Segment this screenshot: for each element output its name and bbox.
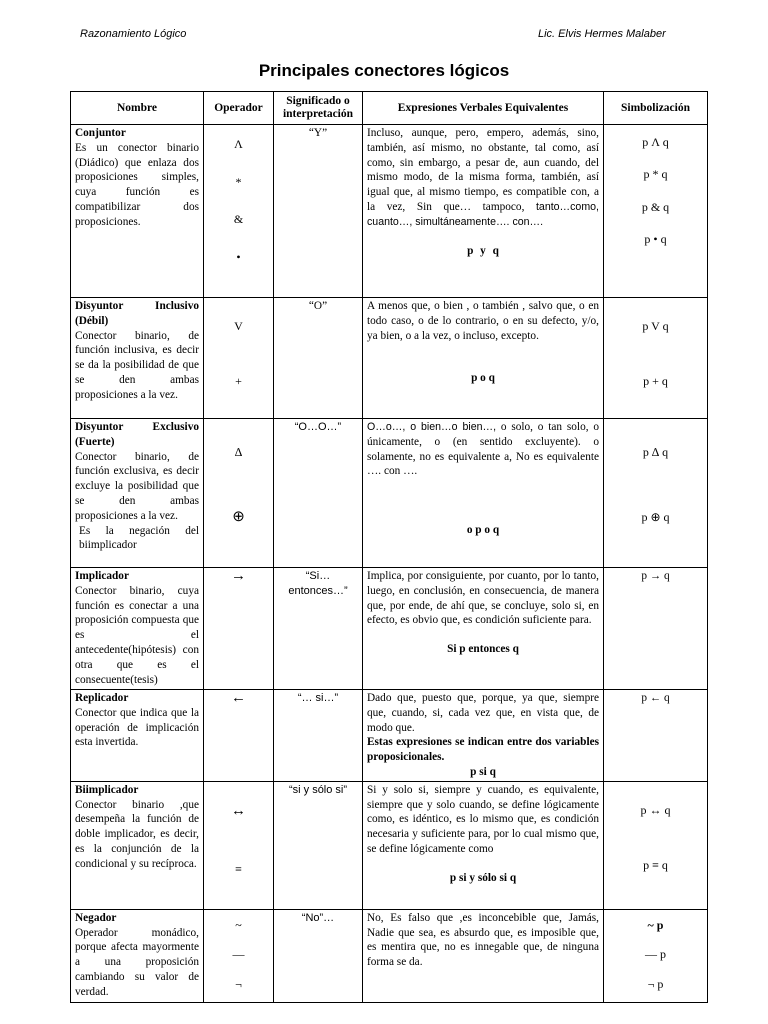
meaning-text: “si y sólo si”	[288, 783, 348, 796]
example-expression: p o q	[471, 372, 495, 385]
operator-symbol: ¬	[235, 976, 242, 991]
operator-symbol: ⊕	[232, 509, 245, 526]
operator-symbol: ∆	[234, 445, 243, 460]
expressions-text-cont: tanto…como, cuanto…, simultáneamente…. con….	[367, 200, 599, 228]
meaning-cell	[274, 690, 363, 782]
connector-name: Disyuntor Exclusivo (Fuerte)	[75, 421, 199, 448]
symbol-expression: p & q	[641, 199, 670, 214]
meaning-cell: “Y”	[274, 125, 363, 298]
symbol-expression: p • q	[644, 232, 667, 247]
expressions-cell	[363, 781, 604, 909]
operator-symbol: +	[235, 374, 242, 389]
header-course: Razonamiento Lógico	[80, 28, 187, 40]
symbol-expression: ¬ p	[647, 976, 664, 991]
connector-description: Es un conector binario (Diádico) que enlaza dos proposiciones simples, cuya función es compatibilizar dos proposiciones.	[75, 141, 199, 228]
operator-symbol: ≡	[235, 861, 242, 876]
operator-cell	[204, 690, 274, 782]
connector-name-cell	[71, 909, 204, 1002]
connector-name: Negador	[75, 911, 117, 924]
meaning-cell	[274, 419, 363, 568]
operator-symbol: •	[236, 249, 241, 264]
meaning-text: “Si…entonces…”	[288, 570, 348, 597]
page-title: Principales conectores lógicos	[258, 61, 510, 80]
symbolization-cell	[604, 125, 708, 298]
connector-note: Es la negación del biimplicador	[79, 524, 199, 552]
symbol-expression: p → q	[641, 570, 670, 582]
expressions-text: No, Es falso que ,es inconcebible que, Jamás, Nadie que sea, es absurdo que, es imposible que, es mentira que, no es innegable que, de ninguna forma se da.	[367, 911, 599, 969]
meaning-text: “O…O…”	[294, 421, 342, 433]
symbol-expression: p ← q	[641, 692, 670, 704]
expressions-text: Dado que, puesto que, porque, ya que, siempre que, cuando, si, cada vez que, en vista que, de modo que.	[367, 692, 599, 734]
example-expression: p si q	[470, 765, 496, 778]
meaning-text: “… si…”	[297, 692, 339, 704]
header-author: Lic. Elvis Hermes Malaber	[538, 28, 666, 40]
operator-cell	[204, 781, 274, 909]
symbol-expression: p V q	[642, 319, 669, 334]
operator-symbol: ↔	[231, 803, 246, 820]
connector-name-cell	[71, 690, 204, 782]
expressions-text: Si y solo si, siempre y cuando, es equivalente, siempre que y solo cuando, se define lógicamente como, es idéntico, es lo mismo que, es condición necesaria y suficiente para, por lo cual mismo que, se define lógicamente como	[367, 783, 599, 855]
expressions-cell	[363, 909, 604, 1002]
connector-description: Operador monádico, porque afecta mayormente a una proposición cambiando su valor de verdad.	[75, 926, 199, 998]
connectors-table	[70, 91, 708, 1003]
table-row	[71, 781, 708, 909]
meaning-cell	[274, 781, 363, 909]
symbolization-cell	[604, 781, 708, 909]
operator-cell	[204, 568, 274, 690]
example-expression: o p o q	[466, 524, 500, 537]
symbolization-cell	[604, 419, 708, 568]
col-header-expressions: Expresiones Verbales Equivalentes	[363, 92, 604, 125]
connector-name: Disyuntor Inclusivo (Débil)	[75, 300, 199, 327]
operator-symbol: ~	[235, 918, 242, 933]
expressions-note: Estas expresiones se indican entre dos variables proposicionales.	[367, 736, 599, 764]
operator-cell	[204, 419, 274, 568]
meaning-cell	[274, 568, 363, 690]
connector-name-cell	[71, 568, 204, 690]
table-row	[71, 909, 708, 1002]
symbol-expression: p * q	[643, 167, 668, 182]
operator-symbol: &	[233, 212, 244, 227]
expressions-cell	[363, 125, 604, 298]
symbolization-cell	[604, 690, 708, 782]
expressions-text: o solo, o tan solo, o únicamente, o (en sentido excluyente). o solamente, no es equivalente a, No es equivalente …. con ….	[367, 421, 600, 478]
connector-description: Conector binario, de función exclusiva, es decir excluye la posibilidad que se den ambas proposiciones a la vez.	[75, 450, 199, 522]
expressions-text: Incluso, aunque, pero, empero, además, sino, también, así mismo, no obstante, tal como, así como, sin embargo, a pesar de, aun cuando, del mismo modo, de la misma forma, también, así igual que, al mismo tiempo, es compatible con, a la vez, Sin que… tampoco,	[367, 127, 599, 213]
table-row	[71, 419, 708, 568]
symbol-expression: ~ p	[647, 918, 664, 933]
expressions-lead: O…o…, o bien…o bien…,	[367, 421, 497, 433]
symbol-expression: p ∆ q	[642, 445, 669, 460]
col-header-operator: Operador	[204, 92, 274, 125]
expressions-cell	[363, 568, 604, 690]
connector-name-cell	[71, 781, 204, 909]
col-header-meaning: Significado o interpretación	[274, 92, 363, 125]
operator-symbol: V	[234, 319, 243, 334]
example-expression: p si y sólo si q	[449, 871, 517, 884]
table-row	[71, 690, 708, 782]
symbolization-cell	[604, 298, 708, 419]
connector-name: Implicador	[75, 570, 129, 582]
connector-description: Conector binario, de función inclusiva, es decir se da la posibilidad de que se den ambas proposiciones a la vez.	[75, 329, 199, 401]
symbol-expression: p + q	[643, 374, 668, 389]
connector-name: Replicador	[75, 692, 129, 704]
operator-cell	[204, 125, 274, 298]
col-header-name: Nombre	[71, 92, 204, 125]
expressions-cell	[363, 690, 604, 782]
expressions-cell	[363, 298, 604, 419]
connector-description: Conector binario ,que desempeña la función de doble implicador, es decir, es la conjunción de la condicional y su recíproca.	[75, 798, 199, 870]
symbolization-cell	[604, 568, 708, 690]
operator-cell	[204, 298, 274, 419]
operator-symbol: Λ	[234, 137, 243, 152]
symbol-expression: p ≡ q	[643, 857, 668, 872]
connector-name: Biimplicador	[75, 783, 139, 796]
symbol-expression: p ⊕ q	[641, 510, 670, 525]
meaning-text: “No”…	[301, 911, 335, 924]
table-row	[71, 298, 708, 419]
connector-name: Conjuntor	[75, 127, 126, 139]
connector-name-cell	[71, 298, 204, 419]
table-header-row	[71, 92, 708, 125]
col-header-symbolization: Simbolización	[604, 92, 708, 125]
meaning-cell	[274, 909, 363, 1002]
symbol-expression: p Λ q	[642, 134, 669, 149]
expressions-text: A menos que, o bien , o también , salvo que, o en todo caso, o de lo contrario, o en su defecto, y/o, ya bien, o a la vez, o incluso, excepto.	[367, 300, 599, 342]
symbol-expression: — p	[645, 947, 666, 962]
example-expression: Si p entonces q	[447, 643, 519, 656]
expressions-cell	[363, 419, 604, 568]
operator-symbol: *	[235, 174, 242, 189]
meaning-cell: “O”	[274, 298, 363, 419]
operator-symbol: —	[232, 947, 245, 962]
connector-description: Conector que indica que la operación de implicación esta invertida.	[75, 706, 199, 749]
connector-name-cell	[71, 419, 204, 568]
operator-symbol: ←	[231, 690, 246, 706]
table-row	[71, 125, 708, 298]
symbol-expression: p ↔ q	[640, 802, 671, 817]
connector-name-cell	[71, 125, 204, 298]
operator-symbol: →	[231, 568, 246, 584]
table-row	[71, 568, 708, 690]
example-expression: p y q	[467, 244, 499, 257]
operator-cell	[204, 909, 274, 1002]
connector-description: Conector binario, cuya función es conectar a una proposición compuesta que es el antecedente(hipótesis) con otra que es el consecuente(tesis)	[75, 584, 199, 686]
symbolization-cell	[604, 909, 708, 1002]
expressions-text: Implica, por consiguiente, por cuanto, por lo tanto, luego, en conclusión, en consecuencia, de manera que, por ende, de ahí que, se concluye, solo si, en efecto, es obvio que, es condición suficiente para.	[367, 570, 599, 627]
